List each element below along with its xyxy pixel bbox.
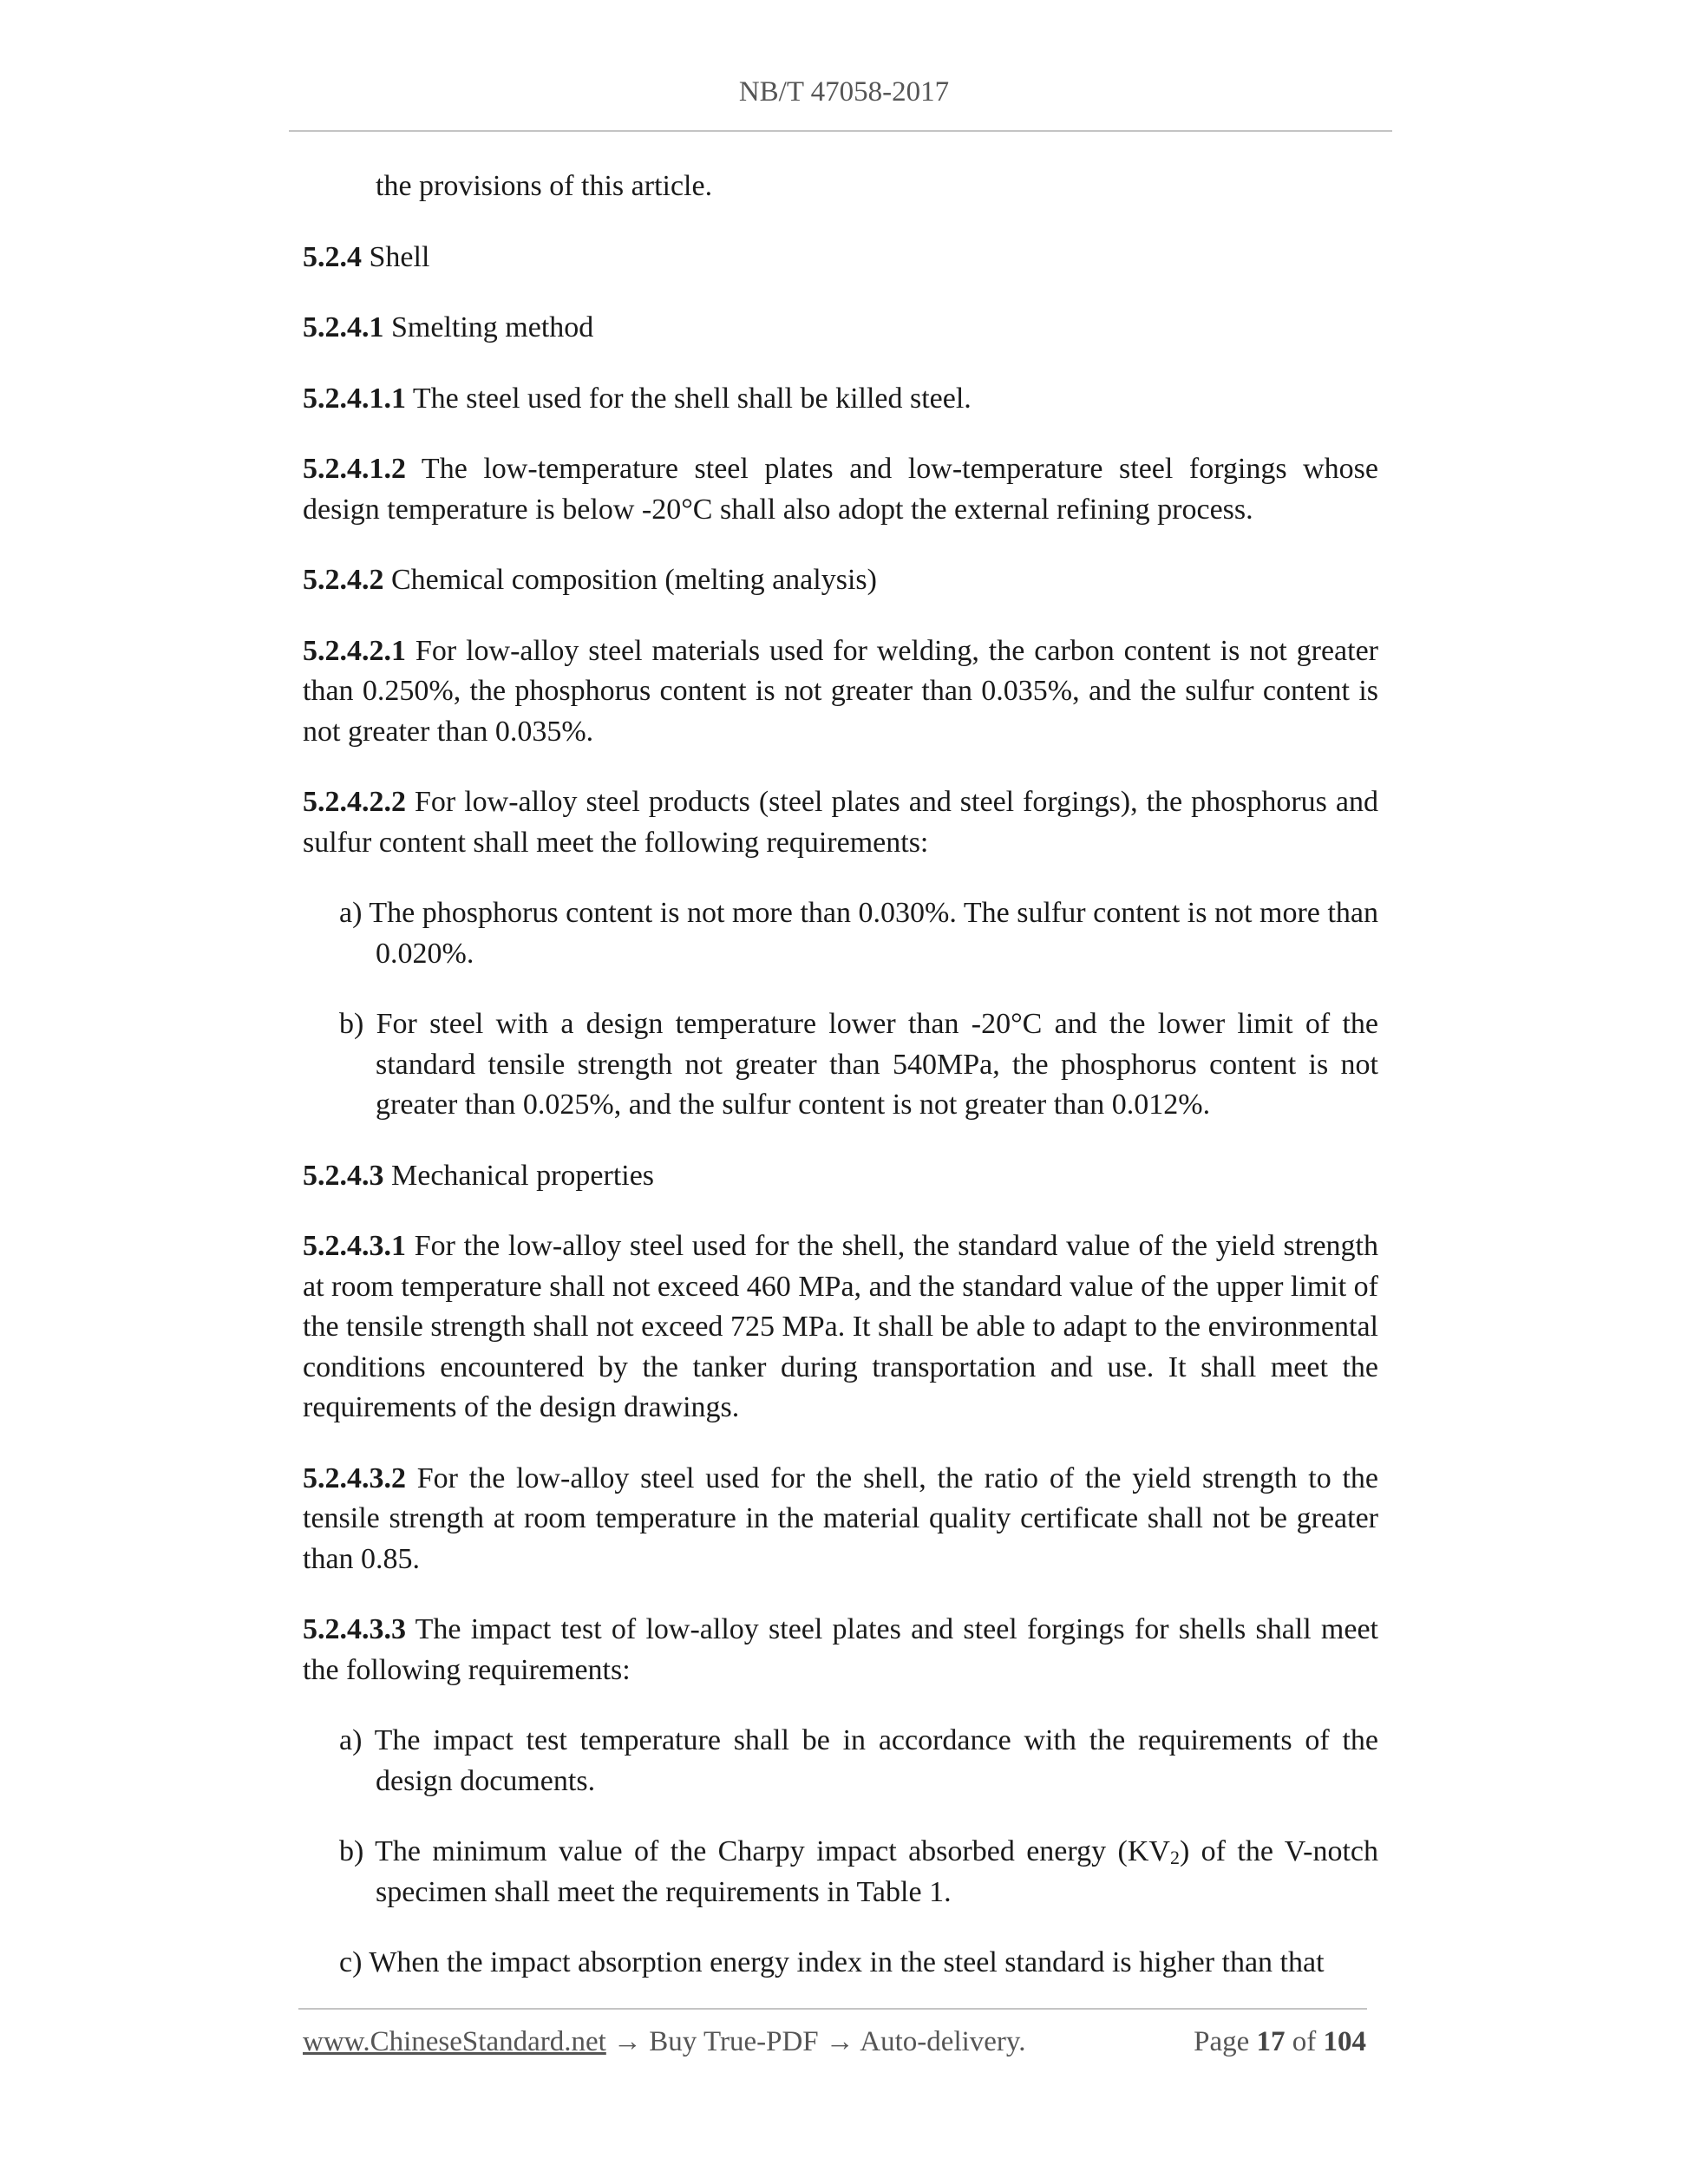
list-item-label: a) [339,1724,375,1756]
clause-number: 5.2.4.3 [303,1159,384,1192]
list-item-text: For steel with a design temperature lower than -20°C and the lower limit of the standard tensile strength not greater than 540MPa, the phosphorus content is not greater than 0.025%, and the sulfur content is not greater than 0.012%. [376,1008,1378,1121]
clause-number: 5.2.4.1.2 [303,453,406,485]
clause-5-2-4-3-1 [303,1226,1378,1429]
clause-5-2-4 [303,238,1378,278]
clause-number: 5.2.4.1 [303,311,384,343]
list-item-b [339,1832,1378,1913]
list-item-text: The phosphorus content is not more than 0.030%. The sulfur content is not more than 0.020%. [369,897,1378,970]
paragraph-text: the provisions of this article. [376,170,713,202]
footer-promo [303,2026,1026,2058]
website-link[interactable]: www.ChineseStandard.net [303,2026,606,2057]
list-item-text: The minimum value of the Charpy impact absorbed energy (KV [375,1835,1170,1867]
paragraph-continuation [303,167,1378,207]
page-indicator [1194,2026,1366,2058]
clause-text: Chemical composition (melting analysis) [383,564,877,596]
clause-5-2-4-3-2 [303,1459,1378,1580]
clause-text: The steel used for the shell shall be killed steel. [406,382,972,415]
clause-text: For low-alloy steel products (steel plates and steel forgings), the phosphorus and sulfur content shall meet the following requirements: [303,786,1378,859]
clause-5-2-4-3-3 [303,1610,1378,1690]
clause-number: 5.2.4.3.3 [303,1613,406,1645]
list-item-a [339,1721,1378,1801]
list-item-a [339,893,1378,974]
list-item-text-continued: ) of the V-notch specimen shall meet the requirements in Table 1. [376,1835,1378,1908]
list-item-label: b) [339,1008,376,1040]
clause-number: 5.2.4.3.2 [303,1461,406,1494]
total-page-count: 104 [1323,2026,1366,2057]
clause-number: 5.2.4 [303,240,362,273]
clause-number: 5.2.4.2.2 [303,786,406,818]
current-page-number: 17 [1256,2026,1286,2057]
list-item-c [339,1943,1378,1984]
clause-text: The low-temperature steel plates and low-temperature steel forgings whose design temperature is below -20°C shall also adopt the external refining process. [303,453,1378,526]
page-footer [303,2026,1366,2068]
clause-number: 5.2.4.1.1 [303,382,406,415]
clause-number: 5.2.4.3.1 [303,1230,406,1262]
clause-5-2-4-1-2 [303,449,1378,530]
list-item-text: When the impact absorption energy index in the steel standard is higher than that [369,1946,1325,1978]
footer-promo-text: → Buy True-PDF → Auto-delivery. [605,2026,1026,2057]
clause-text: The impact test of low-alloy steel plates and steel forgings for shells shall meet the following requirements: [303,1613,1378,1686]
footer-divider [298,2008,1367,2010]
clause-text: For low-alloy steel materials used for welding, the carbon content is not greater than 0.250%, the phosphorus content is not greater than 0.035%, and the sulfur content is not greater than 0.035%. [303,634,1378,748]
clause-text: Mechanical properties [383,1159,655,1192]
clause-5-2-4-3 [303,1156,1378,1197]
clause-text: For the low-alloy steel used for the shell, the standard value of the yield strength at room temperature shall not exceed 460 MPa, and the standard value of the upper limit of the tensile strength shall not exceed 725 MPa. It shall be able to adapt to the environmental conditions encountered by the tanker during transportation and use. It shall meet the requirements of the design drawings. [303,1230,1378,1423]
list-item-label: a) [339,897,370,929]
list-item-label: b) [339,1835,376,1867]
subscript-2: 2 [1169,1847,1180,1868]
page-label: Page [1194,2026,1257,2057]
list-item-label: c) [339,1946,370,1978]
clause-number: 5.2.4.2 [303,564,384,596]
clause-5-2-4-1 [303,308,1378,349]
page-of-label: of [1285,2026,1324,2057]
clause-5-2-4-1-1 [303,379,1378,420]
clause-text: Smelting method [383,311,594,343]
clause-5-2-4-2 [303,560,1378,601]
list-item-b [339,1004,1378,1126]
page-header-standard-id: NB/T 47058-2017 [738,76,950,108]
header-divider [289,130,1392,132]
list-item-text: The impact test temperature shall be in accordance with the requirements of the design documents. [374,1724,1378,1797]
clause-5-2-4-2-2 [303,782,1378,863]
clause-5-2-4-2-1 [303,631,1378,753]
document-body [303,167,1378,2014]
clause-text: Shell [362,240,430,273]
clause-number: 5.2.4.2.1 [303,634,406,667]
clause-text: For the low-alloy steel used for the shell, the ratio of the yield strength to the tensile strength at room temperature in the material quality certificate shall not be greater than 0.85. [303,1461,1378,1575]
